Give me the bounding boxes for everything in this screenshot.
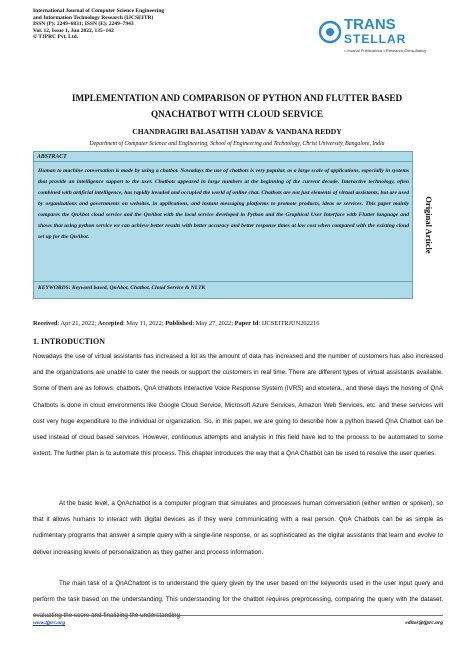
- footer-divider: [33, 615, 443, 616]
- paper-id-value: : IJCSEITRJUN202216: [258, 320, 320, 327]
- article-type-tab: [415, 151, 442, 299]
- paper-title-line1: IMPLEMENTATION AND COMPARISON OF PYTHON AND FLUTTER BASED: [71, 93, 403, 103]
- received-date: : Apr 21, 2022;: [57, 320, 98, 327]
- affiliation: Department of Computer Science and Engineering, School of Engineering and Technology, Christ University, Bangalore, India: [89, 141, 385, 147]
- received-label: Received: [33, 320, 58, 327]
- paper-title: [40, 90, 434, 122]
- abstract-body: Human to machine conversation is made by using a chatbot. Nowadays the use of chatbots is very popular, as a large scale of applications, especially in systems that provide an intelligence support to the user. Chatbots appeared in large numbers at the beginning of the current decade. Interactive technology, often combined with artificial intelligence, has rapidly invaded and occupied the world of online chat. Chatbots are not just elements of virtual assistants, but are used by organizations and governments on websites, in applications, and instant messaging platforms to promote products, ideas or services. This paper mainly compares the QnAbot cloud service and the QnAbot with the local service developed in Python and the Graphical User Interface with Flutter language and shows that using python service we can achieve better results with better accuracy and better response times at low cost when compared with the existing cloud set up for the QnAbot.: [38, 168, 409, 240]
- logo-word-trans: TRANS: [344, 16, 396, 33]
- footer-email[interactable]: editor@tjprc.org: [405, 620, 443, 626]
- authors: CHANDRAGIRI BALASATISH YADAV & VANDANA REDDY: [132, 127, 342, 136]
- keywords: KEYWORDS: Keyword based, QnAbot, Chatbot, Cloud Service & NLTK: [38, 285, 206, 291]
- journal-volume: Vol. 12, Issue 1, Jun 2022, 135–142: [33, 27, 114, 34]
- paragraph: At the basic level, a QnAchatbot is a computer program that simulates and processes human conversation (either written or spoken), so that it allows humans to interact with digital devices as if they were communicating with a real person. QnA Chatbots can be as simple as rudimentary programs that answer a simple query with a single-line response, or as sophisticated as the digital assistants that learn and evolve to deliver increasing levels of personalization as they gather and process information.: [33, 500, 443, 556]
- logo-dot: [326, 28, 334, 36]
- transstellar-logo: [316, 12, 426, 56]
- footer-website-link[interactable]: www.tjprc.org: [33, 620, 66, 626]
- paper-id-label: Paper Id: [234, 320, 259, 327]
- paragraph: Nowadays the use of virtual assistants has increased a lot as the amount of data has increased and the number of customers has also increased and the organizations are unable to cater the needs or support the customers in real time. There are different types of virtual assistants available. Some of them are as follows: chatbots, QnA chatbots Interactive Voice Response System (IVRS) and etcetera., and these days the hosting of QnA Chatbots is done in cloud environments like Google Cloud Service, Microsoft Azure Services, Amazon Web Services, etc. and these services will cost very huge expenditure to the individual or organization. So, in this paper, we are going to describe how a python based QnA Chatbot can be used instead of cloud based services. However, continuous attempts and analysis in this field have led to the process to be automated to some extent. The further plan is to automate this process. This chapter introduces the way that a QnA Chatbot can be used to resolve the user queries.: [33, 353, 443, 458]
- journal-header: [33, 8, 293, 41]
- article-type-label: Original Article: [423, 196, 434, 254]
- paragraph: The main task of a QnAChatbot is to understand the query given by the user based on the keywords used in the user input query and perform the task based on the understanding. This understanding for the chatbot requires preprocessing, comparing the query with the dataset, evaluating the score and finalizing the understanding: [33, 580, 443, 620]
- logo-word-stellar: STELLAR: [344, 32, 407, 46]
- accepted-date: : May 11, 2022;: [123, 320, 166, 327]
- abstract-heading: ABSTRACT: [34, 152, 412, 162]
- journal-name-line2: and Information Technology Research (IJCSEITR): [33, 14, 154, 21]
- accepted-label: Accepted: [97, 320, 123, 327]
- transstellar-logo-icon: [316, 12, 426, 56]
- journal-name-line1: International Journal of Computer Science Engineering: [33, 8, 165, 14]
- journal-issn: ISSN (P): 2249–6831; ISSN (E): 2249–7943: [33, 21, 134, 28]
- journal-copyright: © TJPRC Pvt. Ltd.: [33, 34, 79, 41]
- received-line: [33, 320, 443, 327]
- section-heading-introduction: 1. INTRODUCTION: [33, 337, 106, 346]
- published-label: Published: [165, 320, 193, 327]
- paper-title-line2: QNACHATBOT WITH CLOUD SERVICE: [151, 109, 323, 119]
- abstract-box: [33, 151, 413, 299]
- keywords-divider: [34, 281, 412, 282]
- published-date: : May 27, 2022;: [192, 320, 235, 327]
- logo-tagline: • Journal Publications • Research Consultancy: [344, 48, 426, 53]
